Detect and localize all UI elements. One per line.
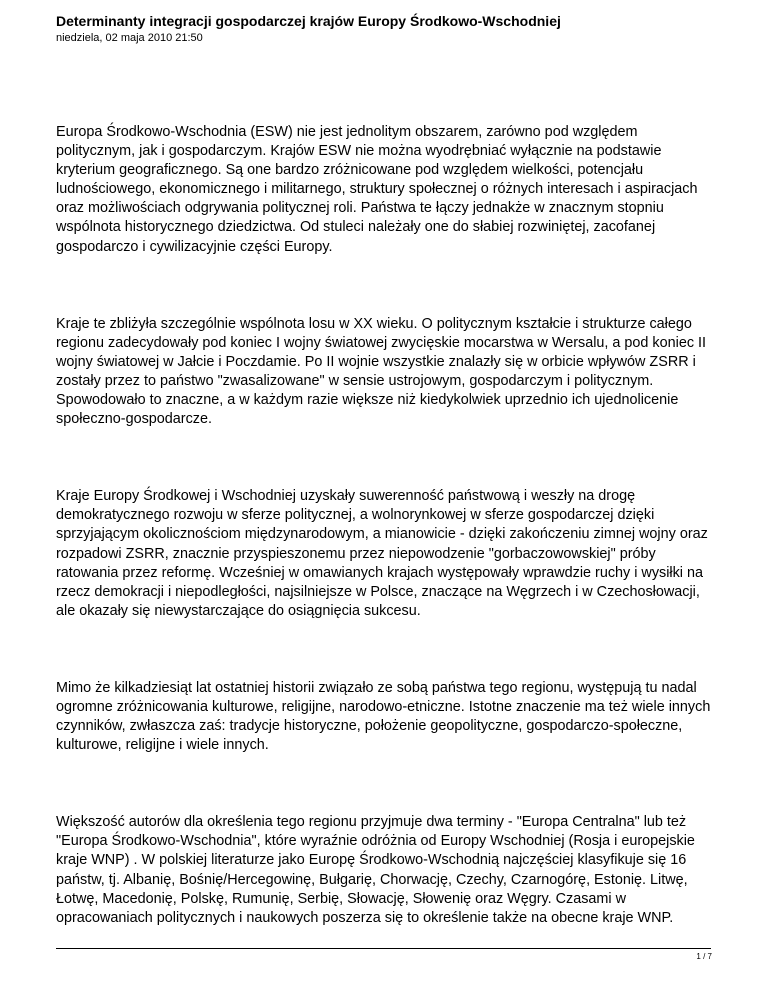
document-title: Determinanty integracji gospodarczej krajów Europy Środkowo-Wschodniej <box>56 13 561 29</box>
document-header <box>56 13 716 46</box>
paragraph-3: Kraje Europy Środkowej i Wschodniej uzyskały suwerenność państwową i weszły na drogę demokratycznego rozwoju w sferze politycznej, a wolnorynkowej w sferze gospodarczej dzięki sprzyjającym okolicznościom międzynarodowym, a mianowicie - dzięki zakończeniu zimnej wojny oraz rozpadowi ZSRR, znacznie przyspieszonemu przez niepowodzenie "gorbaczowowskiej" próby ratowania przez reformę. Wcześniej w omawianych krajach występowały wprawdzie ruchy i wysiłki na rzecz demokracji i niepodległości, najsilniejsze w Polsce, znaczące na Węgrzech i w Czechosłowacji, ale okazały się niewystarczające do osiągnięcia sukcesu. <box>56 488 708 619</box>
article-body <box>56 123 719 986</box>
paragraph-5: Większość autorów dla określenia tego regionu przyjmuje dwa terminy - "Europa Centralna" lub też "Europa Środkowo-Wschodnia", które wyraźnie odróżnia od Europy Wschodniej (Rosja i europejskie kraje WNP) . W polskiej literaturze jako Europę Środkowo-Wschodnią najczęściej klasyfikuje się 16 państw, tj. Albanię, Bośnię/Hercegowinę, Bułgarię, Chorwację, Czechy, Czarnogórę, Estonię. Litwę, Łotwę, Macedonię, Polskę, Rumunię, Serbię, Słowację, Słowenię oraz Węgry. Czasami w opracowaniach politycznych i naukowych poszerza się to określenie także na obecne kraje WNP. <box>56 814 695 926</box>
paragraph-2: Kraje te zbliżyła szczególnie wspólnota losu w XX wieku. O politycznym kształcie i strukturze całego regionu zadecydowały pod koniec I wojny światowej zwycięskie mocarstwa w Wersalu, a pod koniec II wojny światowej w Jałcie i Poczdamie. Po II wojnie wszystkie znalazły się w orbicie wpływów ZSRR i zostały przez to państwo "zwasalizowane" w sensie ustrojowym, gospodarczym i politycznym. Spowodowało to znaczne, a w każdym razie większe niż kiedykolwiek uprzednio ich ujednolicenie społeczno-gospodarcze. <box>56 315 707 428</box>
paragraph-4: Mimo że kilkadziesiąt lat ostatniej historii związało ze sobą państwa tego regionu, występują tu nadal ogromne zróżnicowania kulturowe, religijne, narodowo-etniczne. Istotne znaczenie ma też wiele innych czynników, zwłaszcza zaś: tradycje historyczne, położenie geopolityczne, gospodarczo-społeczne, kulturowe, religijne i wiele innych. <box>56 679 711 754</box>
page-number: 1 / 7 <box>696 952 712 961</box>
paragraph-1: Europa Środkowo-Wschodnia (ESW) nie jest jednolitym obszarem, zarówno pod względem politycznym, jak i gospodarczym. Krajów ESW nie można wyodrębniać wyłącznie na podstawie kryterium geograficznego. Są one bardzo zróżnicowane pod względem wielkości, potencjału ludnościowego, ekonomicznego i militarnego, struktury społecznej o różnych interesach i aspiracjach oraz możliwościach odgrywania politycznej roli. Państwa te łączy jednakże w znacznym stopniu wspólnota historycznego dziedzictwa. Od stuleci należały one do słabiej rozwiniętej, zacofanej gospodarczo i cywilizacyjnie części Europy. <box>56 124 698 255</box>
footer-divider <box>56 948 711 949</box>
document-date: niedziela, 02 maja 2010 21:50 <box>56 32 203 44</box>
